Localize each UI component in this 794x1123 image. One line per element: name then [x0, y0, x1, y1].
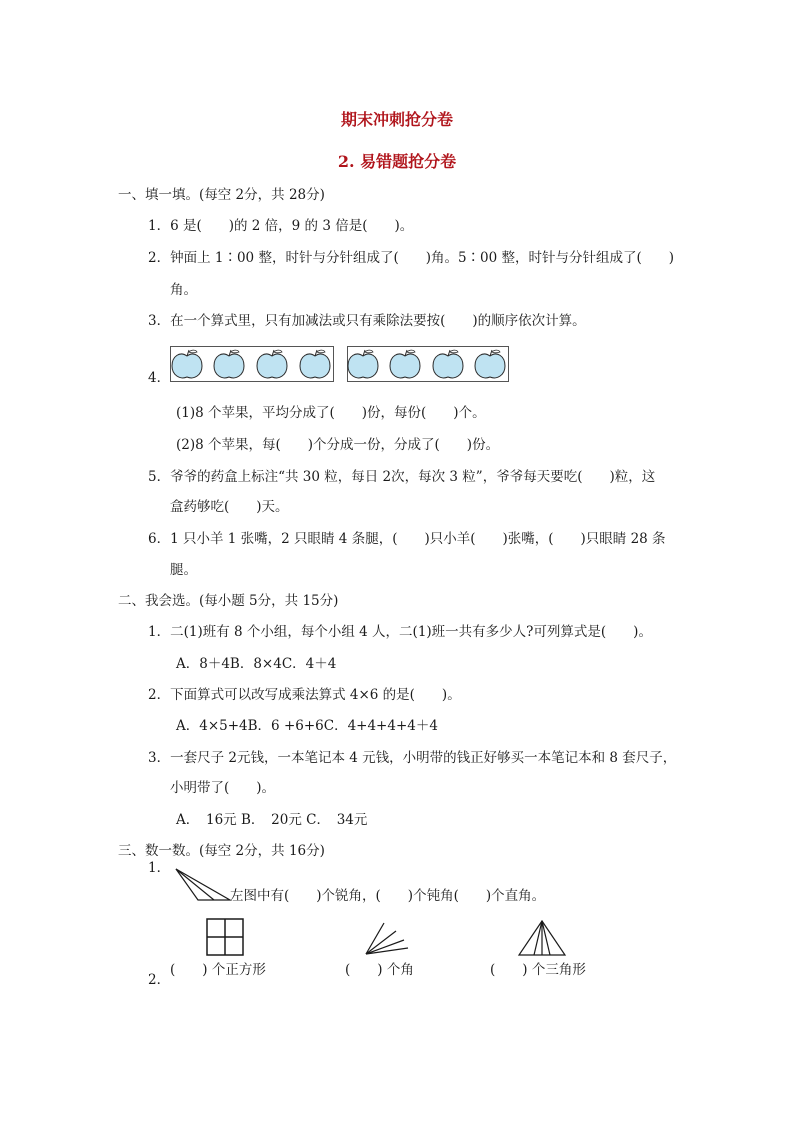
s3-question-2-square-count: ( ) 个正方形 [170, 962, 266, 978]
s1-question-2-line1: 2．钟面上 1∶00 整，时针与分针组成了( )角。5∶00 整，时针与分针组成了( ) [148, 250, 675, 266]
apple-icon [390, 350, 420, 378]
s3-question-2-triangle-count: ( ) 个三角形 [490, 962, 586, 978]
s1-question-5-line2: 盒药够吃( )天。 [170, 499, 289, 515]
apple-icon [475, 350, 505, 378]
s2-question-2: 2．下面算式可以改写成乘法算式 4×6 的是( )。 [148, 687, 461, 703]
section3-heading: 三、数一数。(每空 2分，共 16分) [118, 843, 325, 859]
apple-icon [257, 350, 287, 378]
s2-question-1: 1．二(1)班有 8 个小组，每个小组 4 人，二(1)班一共有多少人?可列算式是( )。 [148, 624, 652, 640]
s3-question-2-angle-count: ( ) 个角 [345, 962, 414, 978]
s1-question-5-line1: 5．爷爷的药盒上标注“共 30 粒，每日 2次，每次 3 粒”，爷爷每天要吃( )粒，这 [148, 469, 656, 485]
s3-question-2-number: 2． [148, 972, 171, 988]
s2-question-1-options: A．8＋4B．8×4C．4＋4 [176, 656, 337, 672]
angles-figure [362, 920, 412, 958]
s2-question-3-line1: 3．一套尺子 2元钱，一本笔记本 4 元钱，小明带的钱正好够买一本笔记本和 8 套尺子， [148, 750, 677, 766]
s1-question-4-sub1: (1)8 个苹果，平均分成了( )份，每份( )个。 [176, 405, 486, 421]
page-title: 期末冲刺抢分卷 [340, 110, 453, 129]
s1-question-4-sub2: (2)8 个苹果，每( )个分成一份，分成了( )份。 [176, 437, 500, 453]
apple-icon [300, 350, 330, 378]
square-grid-figure [205, 917, 247, 957]
s1-question-6-line1: 6．1 只小羊 1 张嘴，2 只眼睛 4 条腿，( )只小羊( )张嘴，( )只眼睛 28 条 [148, 531, 666, 547]
s2-question-3-options: A． 16元 B． 20元 C． 34元 [176, 812, 368, 828]
apple-icon [348, 350, 378, 378]
s1-question-1: 1．6 是( )的 2 倍，9 的 3 倍是( )。 [148, 218, 414, 234]
s1-question-3: 3．在一个算式里，只有加减法或只有乘除法要按( )的顺序依次计算。 [148, 313, 586, 329]
apples-illustration [0, 0, 794, 400]
s3-question-1-number: 1． [148, 860, 171, 876]
s2-question-3-line2: 小明带了( )。 [170, 780, 276, 796]
apple-icon [214, 350, 244, 378]
s1-question-2-line2: 角。 [170, 282, 197, 298]
triangle-figure [172, 866, 234, 904]
s1-question-6-line2: 腿。 [170, 562, 197, 578]
section1-heading: 一、填一填。(每空 2分，共 28分) [118, 187, 325, 203]
page-subtitle: 2. 易错题抢分卷 [337, 152, 457, 171]
section2-heading: 二、我会选。(每小题 5分，共 15分) [118, 593, 339, 609]
apple-icon [433, 350, 463, 378]
apple-icon [172, 350, 202, 378]
s2-question-2-options: A．4×5+4B．6 +6+6C．4+4+4+4＋4 [176, 718, 438, 734]
s1-question-4-number: 4． [148, 370, 171, 386]
triangles-figure [516, 918, 568, 958]
s3-question-1-text: 左图中有( )个锐角，( )个钝角( )个直角。 [230, 888, 546, 904]
